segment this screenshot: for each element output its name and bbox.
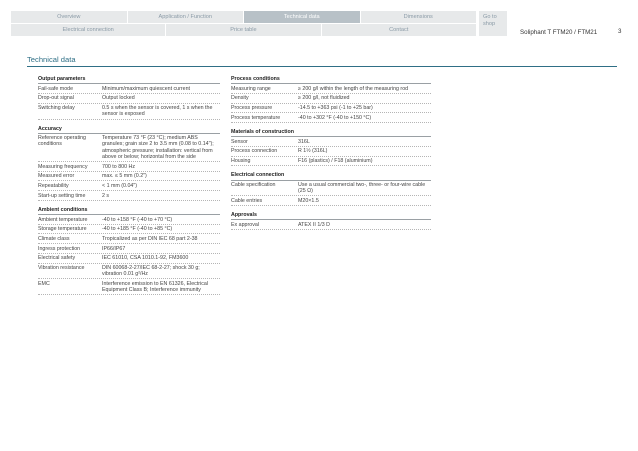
spec-group-title: Approvals xyxy=(231,210,431,220)
spec-value: -40 to +158 °F (-40 to +70 °C) xyxy=(102,216,173,223)
spec-label: Process pressure xyxy=(231,105,273,112)
spec-label: Repeatability xyxy=(38,182,69,189)
spec-row xyxy=(231,104,431,114)
nav-tab-contact[interactable]: Contact xyxy=(322,24,476,36)
spec-label: Ingress protection xyxy=(38,245,81,252)
nav-tab-price-table[interactable]: Price table xyxy=(166,24,320,36)
spec-value: M20×1.5 xyxy=(298,197,319,204)
spec-label: Cable specification xyxy=(231,182,276,189)
spec-row xyxy=(38,264,220,280)
spec-label: Electrical safety xyxy=(38,255,76,262)
spec-value: -14.5 to +363 psi (-1 to +25 bar) xyxy=(298,105,373,112)
spec-label: Start-up setting time xyxy=(38,192,86,199)
nav-tab-application-function[interactable]: Application / Function xyxy=(128,11,244,23)
spec-label: Drop-out signal xyxy=(38,95,74,102)
spec-row xyxy=(231,84,431,94)
spec-value: IEC 61010, CSA 1010.1-92, FM3600 xyxy=(102,255,189,262)
spec-group-title: Accuracy xyxy=(38,124,220,134)
section-title: Technical data xyxy=(27,55,76,64)
spec-row xyxy=(231,220,431,230)
spec-row xyxy=(38,181,220,191)
spec-value: Temperature 73 °F (23 °C); medium ABS granules; grain size 2 to 3.5 mm (0.08 to 0.14"); atmospheric pressure; installation: vertical from above or below; horizontal from the side xyxy=(102,135,214,160)
spec-value: Minimum/maximum quiescent current xyxy=(102,85,191,92)
spec-label: Fail-safe mode xyxy=(38,85,74,92)
spec-label: Ambient temperature xyxy=(38,216,88,223)
spec-value: max. ≤ 5 mm (0.2") xyxy=(102,173,147,180)
spec-label: Measuring range xyxy=(231,85,271,92)
spec-row xyxy=(38,225,220,235)
spec-group-title: Output parameters xyxy=(38,74,220,84)
spec-row xyxy=(38,191,220,201)
spec-label: Vibration resistance xyxy=(38,265,85,272)
spec-group-title: Electrical connection xyxy=(231,170,431,180)
nav-tab-dimensions[interactable]: Dimensions xyxy=(361,11,477,23)
nav-tab-overview[interactable]: Overview xyxy=(11,11,127,23)
spec-group-title: Materials of construction xyxy=(231,127,431,137)
spec-label: Switching delay xyxy=(38,105,75,112)
spec-row xyxy=(38,254,220,264)
spec-row xyxy=(231,137,431,147)
spec-row xyxy=(231,147,431,157)
page-number: 3 xyxy=(618,28,622,35)
spec-row xyxy=(231,157,431,167)
spec-label: Measured error xyxy=(38,173,75,180)
spec-row xyxy=(231,196,431,206)
spec-row xyxy=(231,113,431,123)
spec-label: EMC xyxy=(38,280,50,287)
spec-group-title: Ambient conditions xyxy=(38,205,220,215)
spec-label: Cable entries xyxy=(231,197,263,204)
spec-value: ≥ 200 g/l within the length of the measuring rod xyxy=(298,85,409,92)
spec-value: IP66/IP67 xyxy=(102,245,126,252)
spec-value: R 1½ (316L) xyxy=(298,148,328,155)
spec-row xyxy=(231,181,431,197)
right-spec-column xyxy=(231,74,431,230)
spec-label: Sensor xyxy=(231,138,248,145)
spec-value: ATEX II 1/3 D xyxy=(298,221,330,228)
spec-label: Ex approval xyxy=(231,221,259,228)
spec-row xyxy=(38,94,220,104)
spec-value: -40 to +302 °F (-40 to +150 °C) xyxy=(298,114,372,121)
spec-group-title: Process conditions xyxy=(231,74,431,84)
spec-row xyxy=(38,172,220,182)
spec-value: < 1 mm (0.04") xyxy=(102,182,137,189)
spec-label: Housing xyxy=(231,158,251,165)
spec-value: Use a usual commercial two-, three- or four-wire cable (25 Ω) xyxy=(298,182,426,195)
spec-label: Reference operating conditions xyxy=(38,135,86,148)
spec-value: Tropicalized as per DIN IEC 68 part 2-38 xyxy=(102,235,198,242)
spec-row xyxy=(38,84,220,94)
nav-tab-technical-data[interactable]: Technical data xyxy=(244,11,360,23)
go-to-shop-line1: Go to xyxy=(483,14,497,20)
spec-value: 700 to 800 Hz xyxy=(102,163,135,170)
document-title: Soliphant T FTM20 / FTM21 xyxy=(520,29,598,36)
spec-row xyxy=(38,244,220,254)
nav-row-primary xyxy=(11,11,477,23)
spec-row xyxy=(38,104,220,120)
spec-label: Storage temperature xyxy=(38,226,87,233)
spec-value: 0.5 s when the sensor is covered, 1 s when the sensor is exposed xyxy=(102,105,213,118)
spec-label: Density xyxy=(231,95,249,102)
spec-value: -40 to +185 °F (-40 to +85 °C) xyxy=(102,226,173,233)
spec-row xyxy=(38,234,220,244)
spec-value: F16 (plastics) / F18 (aluminium) xyxy=(298,158,373,165)
spec-label: Measuring frequency xyxy=(38,163,88,170)
spec-value: 316L xyxy=(298,138,310,145)
spec-row xyxy=(38,134,220,162)
left-spec-column xyxy=(38,74,220,295)
spec-row xyxy=(231,94,431,104)
nav-tab-electrical-connection[interactable]: Electrical connection xyxy=(11,24,165,36)
spec-label: Process temperature xyxy=(231,114,281,121)
spec-value: DIN 60068-2-27/IEC 68-2-27; shock 30 g; vibration 0.01 g²/Hz xyxy=(102,265,200,278)
spec-row xyxy=(38,279,220,295)
spec-label: Process connection xyxy=(231,148,278,155)
spec-label: Climate class xyxy=(38,235,70,242)
spec-value: 2 s xyxy=(102,192,110,199)
go-to-shop-button[interactable] xyxy=(479,11,507,36)
spec-value: Output locked xyxy=(102,95,135,102)
spec-value: Interference emission to EN 61326, Electrical Equipment Class B; Interference immunity xyxy=(102,280,208,294)
spec-row xyxy=(38,162,220,172)
top-navigation xyxy=(11,11,477,37)
spec-row xyxy=(38,215,220,225)
title-divider xyxy=(27,66,617,67)
spec-value: ≥ 200 g/l, not fluidized xyxy=(298,95,350,102)
nav-row-secondary xyxy=(11,24,477,36)
go-to-shop-line2: shop xyxy=(483,21,496,27)
